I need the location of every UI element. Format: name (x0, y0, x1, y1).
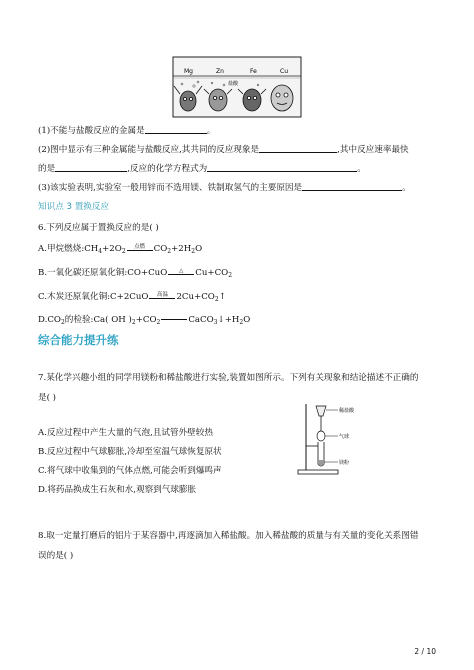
metal-label-zn: Zn (216, 68, 224, 75)
answer-blank[interactable] (55, 162, 127, 172)
q6-option-b[interactable]: B.一氧化碳还原氧化铜:CO+CuO △ $Cu+CO_2$ (38, 268, 233, 279)
q8-stem-line2: 误的是( ) (38, 551, 74, 561)
q6-option-c[interactable]: C.木炭还原氧化铜:C+2CuO 高温 $2Cu+CO_2↑$ (38, 292, 226, 303)
q6-option-d[interactable]: $D.CO_2$的检验:Ca( OH )$_2+CO_2$ $CaCO_3↓+H_2O$ (38, 315, 251, 326)
q-item-2-cont: 的是 ,反应的化学方程式为 。 (38, 164, 366, 174)
section-heading-comprehensive: 综合能力提升练 (38, 333, 119, 347)
q-item-2: (2)图中显示有三种金属能与盐酸反应,其共同的反应现象是 ,其中反应速率最快 (38, 145, 409, 155)
label-mg-powder: 镁粉 (339, 460, 350, 466)
answer-blank[interactable] (207, 162, 357, 172)
answer-blank[interactable] (259, 143, 337, 153)
q-item-1: (1)不能与盐酸反应的金属是 。 (38, 126, 216, 136)
q7-option-d[interactable]: D.将药品换成生石灰和水,观察到气球膨胀 (38, 485, 197, 495)
metal-label-mg: Mg (184, 68, 193, 75)
q7-option-a[interactable]: A.反应过程中产生大量的气泡,且试管外壁较热 (38, 428, 213, 438)
apparatus-figure (296, 402, 364, 476)
q-item-3: (3)该实验表明,实验室一般用锌而不选用镁、铁制取氢气的主要原因是 。 (38, 183, 411, 193)
label-dilute-hcl: 稀盐酸 (339, 408, 355, 414)
acid-label: 盐酸 (228, 81, 239, 87)
metal-label-fe: Fe (250, 68, 257, 75)
q8-stem-line1: 8.取一定量打磨后的铝片于某容器中,再逐滴加入稀盐酸。加入稀盐酸的质量与有关量的变化关系图错 (38, 531, 419, 541)
label-balloon: 气球 (339, 434, 350, 440)
answer-blank[interactable] (145, 124, 207, 134)
q7-stem-line1: 7.某化学兴趣小组的同学用镁粉和稀盐酸进行实验,装置如图所示。下列有关现象和结论描述不正确的 (38, 373, 419, 383)
q7-stem-line2: 是( ) (38, 393, 57, 403)
metals-in-acid-figure (172, 56, 302, 118)
page-number: 2 / 10 (414, 647, 436, 656)
answer-blank[interactable] (302, 181, 402, 191)
q7-option-b[interactable]: B.反应过程中气球膨胀,冷却至室温气球恢复原状 (38, 447, 222, 457)
q7-option-c[interactable]: C.将气球中收集到的气体点燃,可能会听到爆鸣声 (38, 466, 222, 476)
metal-label-cu: Cu (280, 68, 288, 75)
q6-stem: 6.下列反应属于置换反应的是( ) (38, 223, 159, 233)
section-heading-3: 知识点 3 置换反应 (38, 202, 110, 212)
q6-option-a[interactable]: A.甲烷燃烧$:CH_4+2O_2$ 点燃 $CO_2+2H_2O$ (38, 244, 203, 255)
